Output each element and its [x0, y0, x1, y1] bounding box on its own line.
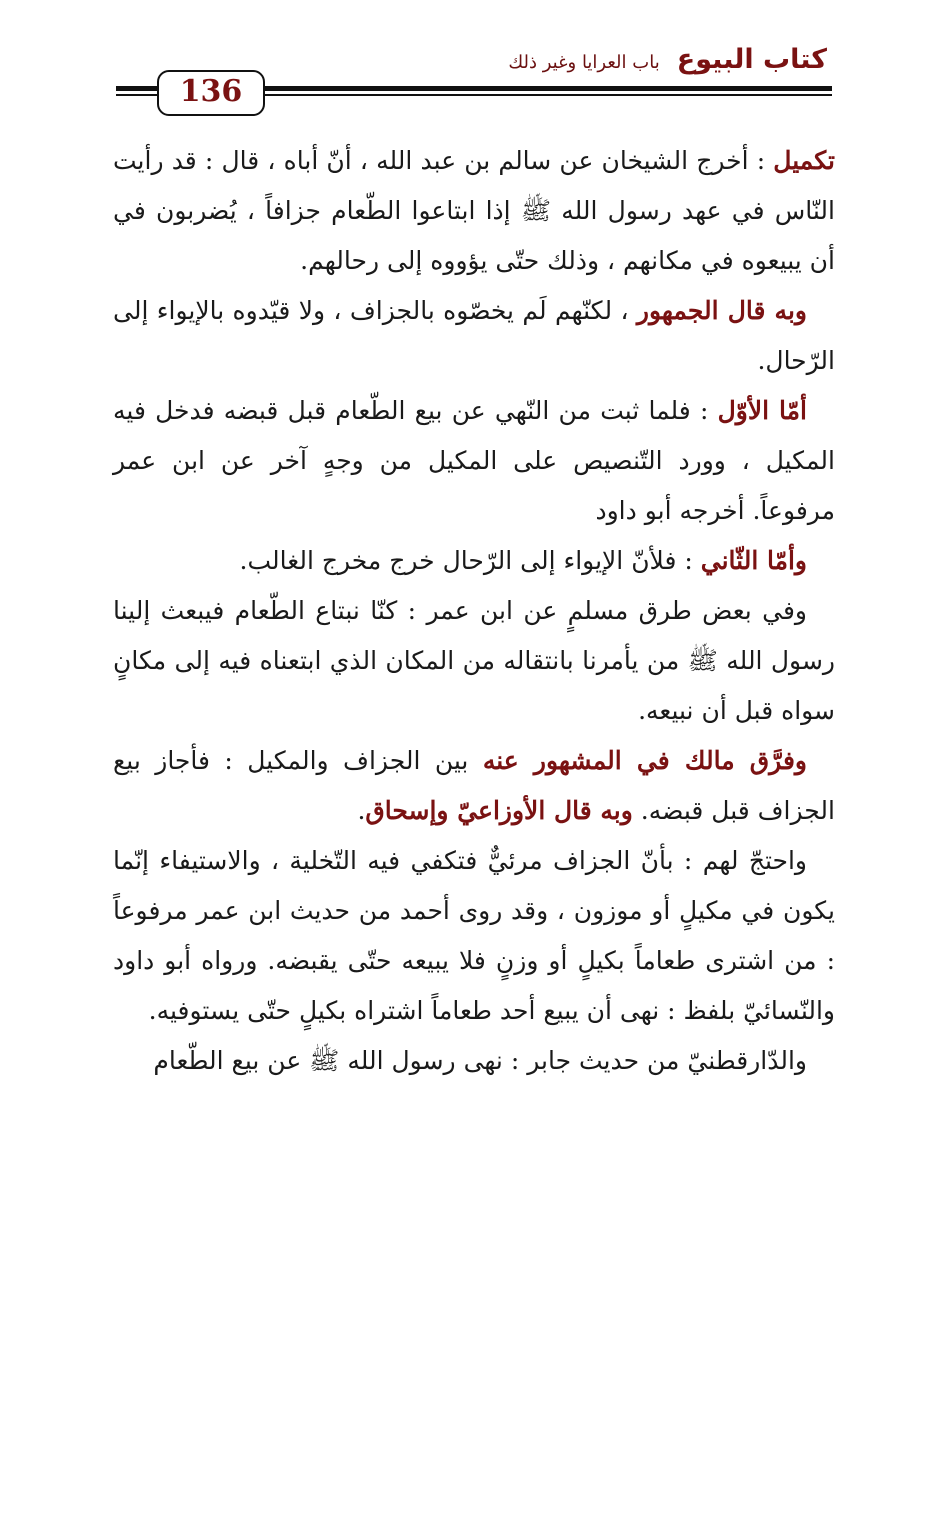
paragraph-takmil	[113, 136, 835, 286]
paragraph-tail: .	[357, 796, 366, 825]
paragraph-daraqutni	[113, 1036, 835, 1086]
paragraph-text: : فلما ثبت من النّهي عن بيع الطّعام قبل قبضه فدخل فيه المكيل ، وورد التّنصيص على المكيل من وجهٍ آخر عن ابن عمر مرفوعاً. أخرجه أبو داود	[113, 396, 835, 525]
paragraph-first	[113, 386, 835, 536]
paragraph-text: والدّارقطنيّ من حديث جابر : نهى رسول الله ﷺ عن بيع الطّعام	[153, 1046, 807, 1075]
paragraph-second	[113, 536, 835, 586]
page-header	[0, 0, 945, 130]
paragraph-text: : فلأنّ الإيواء إلى الرّحال خرج مخرج الغالب.	[239, 546, 701, 575]
paragraph-jumhur	[113, 286, 835, 386]
heading-takmil: تكميل	[773, 146, 835, 175]
page-number: 136	[157, 70, 265, 116]
paragraph-text: وفي بعض طرق مسلمٍ عن ابن عمر : كنّا نبتاع الطّعام فيبعث إلينا رسول الله ﷺ من يأمرنا بانتقاله من المكان الذي ابتعناه فيه إلى مكانٍ سواه قبل أن نبيعه.	[113, 596, 835, 725]
chapter-title: باب العرايا وغير ذلك	[508, 52, 660, 73]
heading-awzai: وبه قال الأوزاعيّ وإسحاق	[365, 796, 633, 825]
paragraph-malik	[113, 736, 835, 836]
page-body	[113, 136, 835, 1086]
header-titles	[508, 44, 827, 75]
heading-first: أمّا الأوّل	[717, 396, 807, 425]
paragraph-text: : أخرج الشيخان عن سالم بن عبد الله ، أنّ أباه ، قال : قد رأيت النّاس في عهد رسول الله ﷺ إذا ابتاعوا الطّعام جزافاً ، يُضربون في أن يبيعوه في مكانهم ، وذلك حتّى يؤووه إلى رحالهم.	[113, 146, 835, 275]
paragraph-muslim	[113, 586, 835, 736]
paragraph-argument	[113, 836, 835, 1036]
paragraph-text: ، لكنّهم لَم يخصّوه بالجزاف ، ولا قيّدوه بالإيواء إلى الرّحال.	[113, 296, 835, 375]
heading-second: وأمّا الثّاني	[700, 546, 807, 575]
heading-malik: وفرَّق مالك في المشهور عنه	[482, 746, 807, 775]
heading-jumhur: وبه قال الجمهور	[636, 296, 807, 325]
paragraph-text: واحتجّ لهم : بأنّ الجزاف مرئيٌّ فتكفي فيه التّخلية ، والاستيفاء إنّما يكون في مكيلٍ أو موزون ، وقد روى أحمد من حديث ابن عمر مرفوعاً : من اشترى طعاماً بكيلٍ أو وزنٍ فلا يبيعه حتّى يقبضه. ورواه أبو داود والنّسائيّ بلفظ : نهى أن يبيع أحد طعاماً اشتراه بكيلٍ حتّى يستوفيه.	[113, 846, 835, 1025]
book-title: كتاب البيوع	[676, 44, 827, 75]
paragraph-text: بين الجزاف والمكيل : فأجاز بيع الجزاف قبل قبضه.	[113, 746, 835, 825]
